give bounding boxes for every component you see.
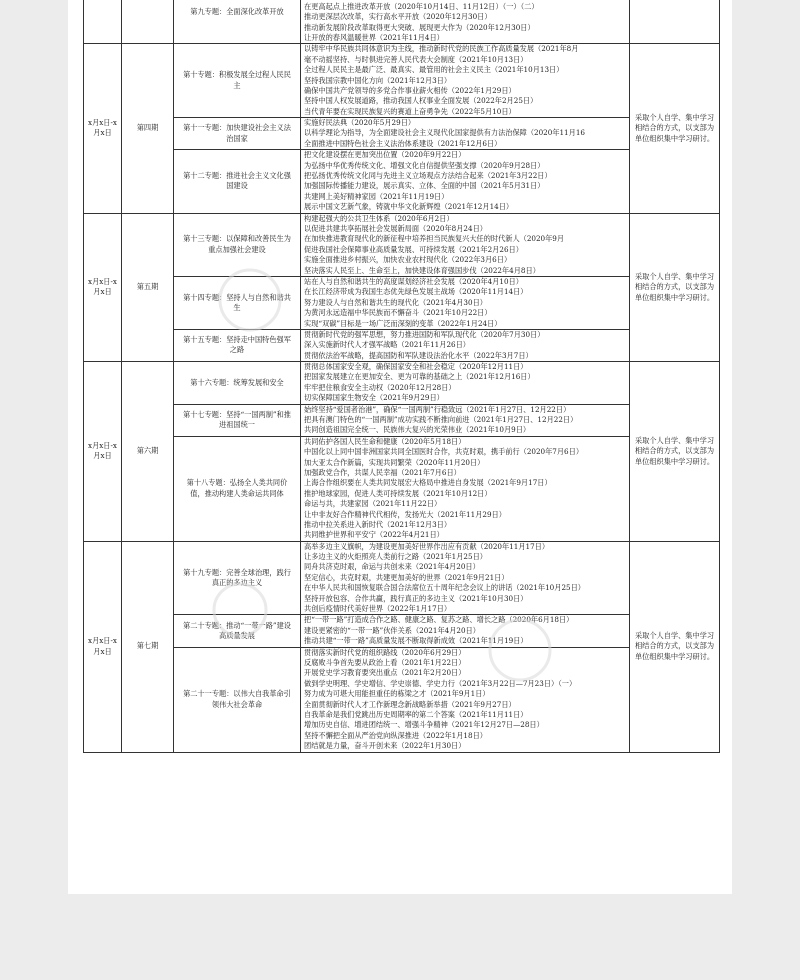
table-row [84,615,720,647]
reading-item: 把文化建设摆在更加突出位置（2020年9月22日） [304,150,466,160]
reading-item: 让多边主义的火炬照亮人类前行之路（2021年1月25日） [304,552,487,562]
reading-item: 在加快推进教育现代化的新征程中培养担当民族复兴大任的时代新人（2020年9月 [304,234,565,244]
reading-item: 共同佑护各国人民生命和健康（2020年5月18日） [304,436,466,446]
reading-item: 展示中国文艺新气象，铸就中华文化新辉煌（2021年12月14日） [304,202,514,212]
reading-list-cell [301,362,630,405]
reading-list-cell [301,0,630,44]
reading-item: 毫不动摇坚持、与时俱进完善人民代表大会制度（2021年10月13日） [304,54,528,64]
reading-list-cell [301,44,630,118]
reading-item: 把“一带一路”打造成合作之路、健康之路、复苏之路、增长之路（2020年6月18日） [304,615,574,625]
study-method-cell: 采取个人自学、集中学习相结合的方式，以支部为单位组织集中学习研讨。 [630,541,720,752]
period-cell: 第六期 [122,362,174,542]
reading-item: 坚持开放包容、合作共赢，践行真正的多边主义（2021年10月30日） [304,593,528,603]
reading-item: 推动更深层次改革，实行高水平开放（2020年12月30日） [304,12,492,22]
reading-item: 当代青年要在实现民族复兴的赛道上奋勇争先（2022年5月10日） [304,106,516,116]
topic-title-cell: 第十二专题：推进社会主义文化强国建设 [174,150,301,213]
reading-item: 共建网上美好精神家园（2021年11月19日） [304,191,449,201]
table-row [84,541,720,615]
topic-title-cell: 第二十一专题：以伟大自我革命引领伟大社会革命 [174,647,301,752]
reading-item: 共创后疫情时代美好世界（2022年1月17日） [304,604,452,614]
reading-item: 加强国际传播能力建设，展示真实、立体、全面的中国（2021年5月31日） [304,181,545,191]
table-row [84,404,720,436]
reading-list-cell [301,436,630,541]
table-row [84,213,720,276]
reading-item: 推动中拉关系进入新时代（2021年12月3日） [304,519,452,529]
reading-list-cell [301,647,630,752]
time-range-cell [84,0,122,44]
reading-item: 实施好民法典（2020年5月29日） [304,118,416,128]
reading-item: 站在人与自然和谐共生的高度谋划经济社会发展（2020年4月10日） [304,276,523,286]
reading-item: 同舟共济克时艰，命运与共创未来（2021年4月20日） [304,562,480,572]
reading-item: 共同创造祖国完全统一、民族伟大复兴的光荣伟业（2021年10月9日） [304,425,531,435]
reading-item: 努力成为可堪大用能担重任的栋梁之才（2021年9月1日） [304,689,490,699]
reading-item: 命运与共，共建家园（2021年11月22日） [304,499,442,509]
topic-title-cell: 第十九专题：完善全球治理，践行真正的多边主义 [174,541,301,615]
reading-item: 建设更紧密的“一带一路”伙伴关系（2021年4月20日） [304,625,480,635]
topic-title-cell: 第十七专题：坚持“一国两制”和推进祖国统一 [174,404,301,436]
reading-item: 深入实施新时代人才强军战略（2021年11月26日） [304,340,470,350]
table-row [84,0,720,44]
reading-item: 坚决落实人民至上、生命至上，加快建设体育强国步伐（2022年4月8日） [304,265,540,275]
period-cell: 第四期 [122,44,174,213]
reading-item: 切实保障国家生物安全（2021年9月29日） [304,393,444,403]
reading-list-cell [301,541,630,615]
reading-item: 在更高起点上推进改革开放（2020年10月14日、11月12日）（一）（二） [304,1,539,11]
topic-title-cell: 第十专题：积极发展全过程人民民主 [174,44,301,118]
reading-item: 始终坚持“爱国者治港”，确保“一国两制”行稳致远（2021年1月27日、12月22日） [304,404,571,414]
reading-item: 贯彻总体国家安全观，确保国家安全和社会稳定（2020年12月11日） [304,362,528,372]
reading-item: 贯彻依法治军战略，提高国防和军队建设法治化水平（2022年3月7日） [304,350,533,360]
reading-item: 团结就是力量，奋斗开创未来（2022年1月30日） [304,741,466,751]
reading-list-cell [301,615,630,647]
reading-item: 反腐败斗争首先要从政治上看（2021年1月22日） [304,658,466,667]
reading-item: 确保中国共产党领导的多党合作事业薪火相传（2022年1月29日） [304,85,516,95]
reading-item: 上海合作组织要在人类共同发展宏大格局中推进自身发展（2021年9月17日） [304,478,552,488]
reading-item: 以促进共建共享拓展社会发展新局面（2020年8月24日） [304,223,487,233]
time-range-cell: x月x日-x月x日 [84,44,122,213]
reading-item: 增加历史自信、增进团结统一、增强斗争精神（2021年12月27日—28日） [304,720,544,730]
study-method-cell [630,0,720,44]
table-row [84,118,720,150]
table-row [84,329,720,361]
reading-item: 坚定信心，共克时艰，共建更加美好的世界（2021年9月21日） [304,572,509,582]
reading-item: 加强政党合作，共谋人民幸福（2021年7月6日） [304,467,461,477]
reading-list-cell [301,329,630,361]
topic-title-cell: 第九专题：全面深化改革开放 [174,0,301,44]
reading-item: 让中非友好合作精神代代相传，发扬光大（2021年11月29日） [304,509,506,519]
reading-item: 加大亚太合作新篇，实现共同繁荣（2020年11月20日） [304,457,485,467]
reading-item: 牢牢把住粮食安全主动权（2020年12月28日） [304,382,456,392]
study-method-cell: 采取个人自学、集中学习相结合的方式，以支部为单位组织集中学习研讨。 [630,213,720,361]
reading-item: 让开放的春风温暖世界（2021年11月4日） [304,32,444,42]
study-schedule-table [83,0,720,753]
reading-item: 构建起强大的公共卫生体系（2020年6月2日） [304,213,454,223]
table-row [84,276,720,329]
schedule-body [84,0,720,752]
table-row [84,44,720,118]
time-range-cell: x月x日-x月x日 [84,362,122,542]
reading-item: 共同维护世界和平安宁（2022年4月21日） [304,530,444,540]
period-cell [122,0,174,44]
reading-item: 在长江经济带成为我国生态优先绿色发展主战场（2020年11月14日） [304,287,528,297]
topic-title-cell: 第十八专题：弘扬全人类共同价值，推动构建人类命运共同体 [174,436,301,541]
topic-title-cell: 第十四专题：坚持人与自然和谐共生 [174,276,301,329]
reading-list-cell [301,213,630,276]
reading-list-cell [301,404,630,436]
reading-item: 自我革命是我们党跳出历史周期率的第二个答案（2021年11月11日） [304,709,528,719]
reading-list-cell [301,150,630,213]
reading-item: 做到学史明理、学史增信、学史崇德、学史力行（2021年3月22日—7月23日）（一） [304,678,577,688]
reading-item: 贯彻新时代党的强军思想，努力推进国防和军队现代化（2020年7月30日） [304,329,545,339]
reading-item: 开展党史学习教育要突出重点（2021年2月20日） [304,668,466,678]
reading-item: 中国化以上同中国非洲国家共同全国医时合作，共克时艰，携手前行（2020年7月6日） [304,447,584,457]
reading-item: 为黄河永远造福中华民族而不懈奋斗（2021年10月22日） [304,308,492,318]
reading-item: 高举多边主义旗帜，为建设更加美好世界作出应有贡献（2020年11月17日） [304,541,550,551]
reading-item: 推动新发展阶段改革取得更大突破、展现更大作为（2020年12月30日） [304,22,535,32]
reading-item: 在中华人民共和国恢复联合国合法席位五十周年纪念会议上的讲话（2021年10月25日） [304,583,585,593]
reading-item: 全面推进中国特色社会主义法治体系建设（2021年12月6日） [304,138,502,148]
reading-item: 促进我国社会保障事业高质量发展、可持续发展（2021年2月26日） [304,244,523,254]
reading-item: 全面贯彻新时代人才工作新理念新战略新举措（2021年9月27日） [304,699,516,709]
topic-title-cell: 第十六专题：统筹发展和安全 [174,362,301,405]
reading-item: 以铸牢中华民族共同体意识为主线，推动新时代党的民族工作高质量发展（2021年8月 [304,44,579,54]
reading-list-cell [301,118,630,150]
period-cell: 第七期 [122,541,174,752]
time-range-cell: x月x日-x月x日 [84,213,122,361]
reading-item: 全过程人民民主是最广泛、最真实、最管用的社会主义民主（2021年10月13日） [304,65,564,75]
topic-title-cell: 第二十专题：推动“一带一路”建设高质量发展 [174,615,301,647]
reading-item: 以科学理论为指导，为全面建设社会主义现代化国家提供有力法治保障（2020年11月16 [304,128,585,138]
study-method-cell: 采取个人自学、集中学习相结合的方式，以支部为单位组织集中学习研讨。 [630,44,720,213]
reading-item: 努力建设人与自然和谐共生的现代化（2021年4月30日） [304,297,487,307]
reading-item: 坚持我国宗教中国化方向（2021年12月3日） [304,75,452,85]
reading-list-cell [301,276,630,329]
study-method-cell: 采取个人自学、集中学习相结合的方式，以支部为单位组织集中学习研讨。 [630,362,720,542]
reading-item: 贯彻落实新时代党的组织路线（2020年6月29日） [304,647,466,657]
reading-item: 坚持中国人权发展道路，推动我国人权事业全面发展（2022年2月25日） [304,96,538,106]
period-cell: 第五期 [122,213,174,361]
table-row [84,150,720,213]
reading-item: 实现“双碳”目标是一场广泛而深刻的变革（2022年1月24日） [304,318,502,328]
reading-item: 坚持不懈把全面从严治党向纵深推进（2022年1月18日） [304,730,487,740]
reading-item: 推护地球家园，促进人类可持续发展（2021年10月12日） [304,488,492,498]
table-row [84,362,720,405]
topic-title-cell: 第十三专题：以保障和改善民生为重点加强社会建设 [174,213,301,276]
reading-item: 为弘扬中华优秀传统文化、增强文化自信提供坚强支撑（2020年9月28日） [304,160,545,170]
reading-item: 把具有澳门特色的“一国两制”成功实践不断推向前进（2021年1月27日、12月22日） [304,415,578,425]
reading-item: 实施全面推进乡村振兴，加快农业农村现代化（2022年3月6日） [304,255,512,265]
table-row [84,647,720,752]
time-range-cell: x月x日-x月x日 [84,541,122,752]
table-row [84,436,720,541]
reading-item: 把国家发展建立在更加安全、更为可靠的基础之上（2021年12月16日） [304,372,535,382]
reading-item: 把弘扬优秀传统文化同与先进主义立场观点方法结合起来（2021年3月22日） [304,171,552,181]
document-page [68,0,732,894]
reading-item: 推动共建“一带一路”高质量发展不断取得新成效（2021年11月19日） [304,636,528,646]
topic-title-cell: 第十一专题：加快建设社会主义法治国家 [174,118,301,150]
topic-title-cell: 第十五专题：坚持走中国特色强军之路 [174,329,301,361]
